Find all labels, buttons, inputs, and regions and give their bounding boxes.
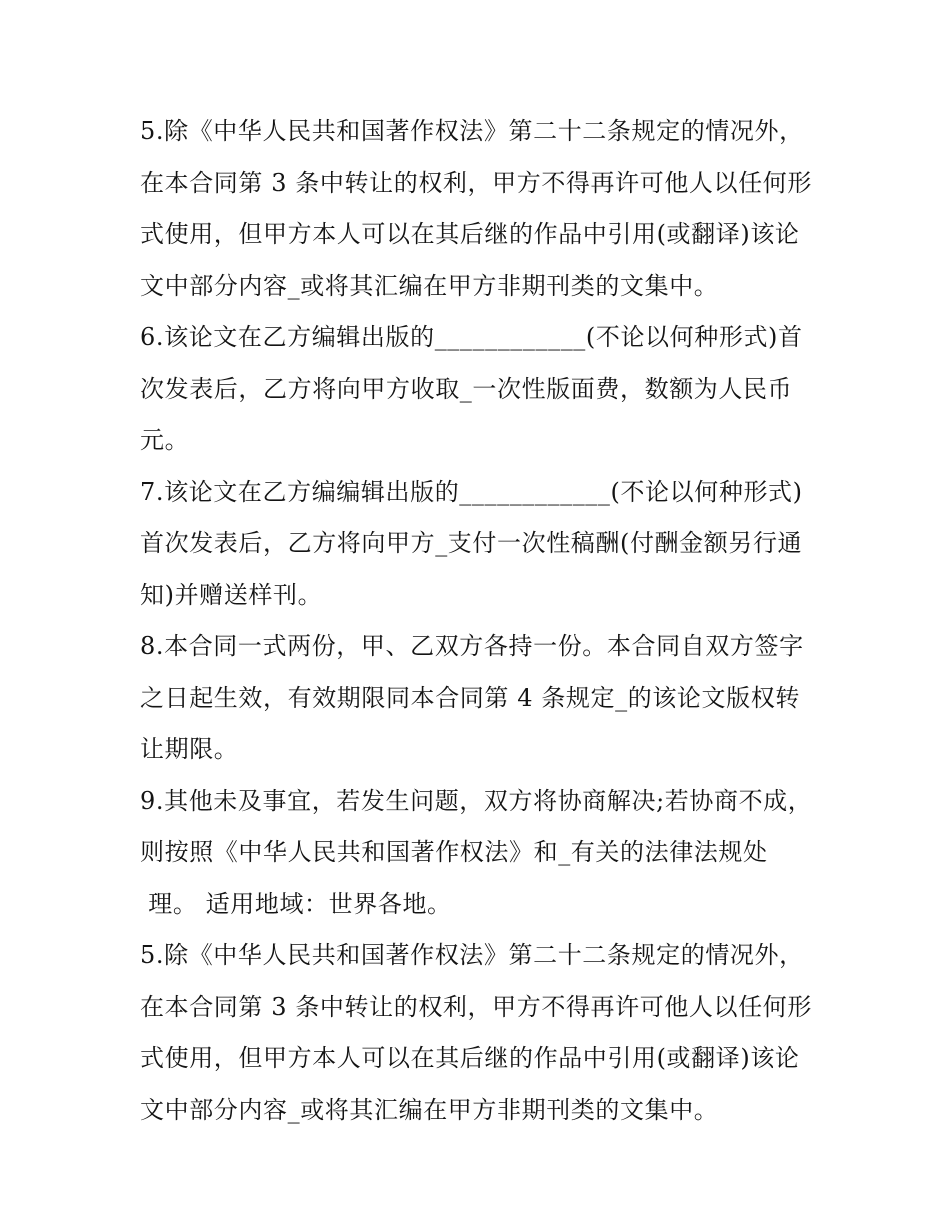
text-line: 5.除《中华人民共和国著作权法》第二十二条规定的情况外，: [140, 941, 804, 969]
text-line: 首次发表后，乙方将向甲方_支付一次性稿酬(付酬金额另行通: [140, 529, 803, 557]
text-line: 知)并赠送样刊。: [140, 580, 323, 609]
text-line: 式使用，但甲方本人可以在其后继的作品中引用(或翻译)该论: [140, 1044, 800, 1072]
text-line: 元。: [140, 426, 190, 454]
text-line: 9.其他未及事宜，若发生问题，双方将协商解决;若协商不成，: [140, 786, 813, 815]
text-line: 8.本合同一式两份，甲、乙双方各持一份。本合同自双方签字: [140, 632, 804, 660]
text-line: 文中部分内容_或将其汇编在甲方非期刊类的文集中。: [140, 1095, 719, 1124]
text-line: 7.该论文在乙方编编辑出版的____________(不论以何种形式): [140, 477, 803, 506]
document-body: [140, 106, 820, 1136]
text-line: 之日起生效，有效期限同本合同第 4 条规定_的该论文版权转: [140, 683, 800, 712]
text-line: 则按照《中华人民共和国著作权法》和_有关的法律法规处: [140, 838, 768, 866]
text-line: 次发表后，乙方将向甲方收取_一次性版面费，数额为人民币: [140, 374, 793, 403]
text-line: 文中部分内容_或将其汇编在甲方非期刊类的文集中。: [140, 271, 719, 300]
text-line: 理。 适用地域：世界各地。: [140, 889, 452, 918]
text-line: 式使用，但甲方本人可以在其后继的作品中引用(或翻译)该论: [140, 220, 800, 248]
text-line: 在本合同第 3 条中转让的权利，甲方不得再许可他人以任何形: [140, 992, 812, 1021]
text-line: 6.该论文在乙方编辑出版的____________(不论以何种形式)首: [140, 323, 803, 351]
text-line: 5.除《中华人民共和国著作权法》第二十二条规定的情况外，: [140, 117, 804, 145]
text-line: 在本合同第 3 条中转让的权利，甲方不得再许可他人以任何形: [140, 168, 812, 197]
text-line: 让期限。: [140, 735, 239, 763]
